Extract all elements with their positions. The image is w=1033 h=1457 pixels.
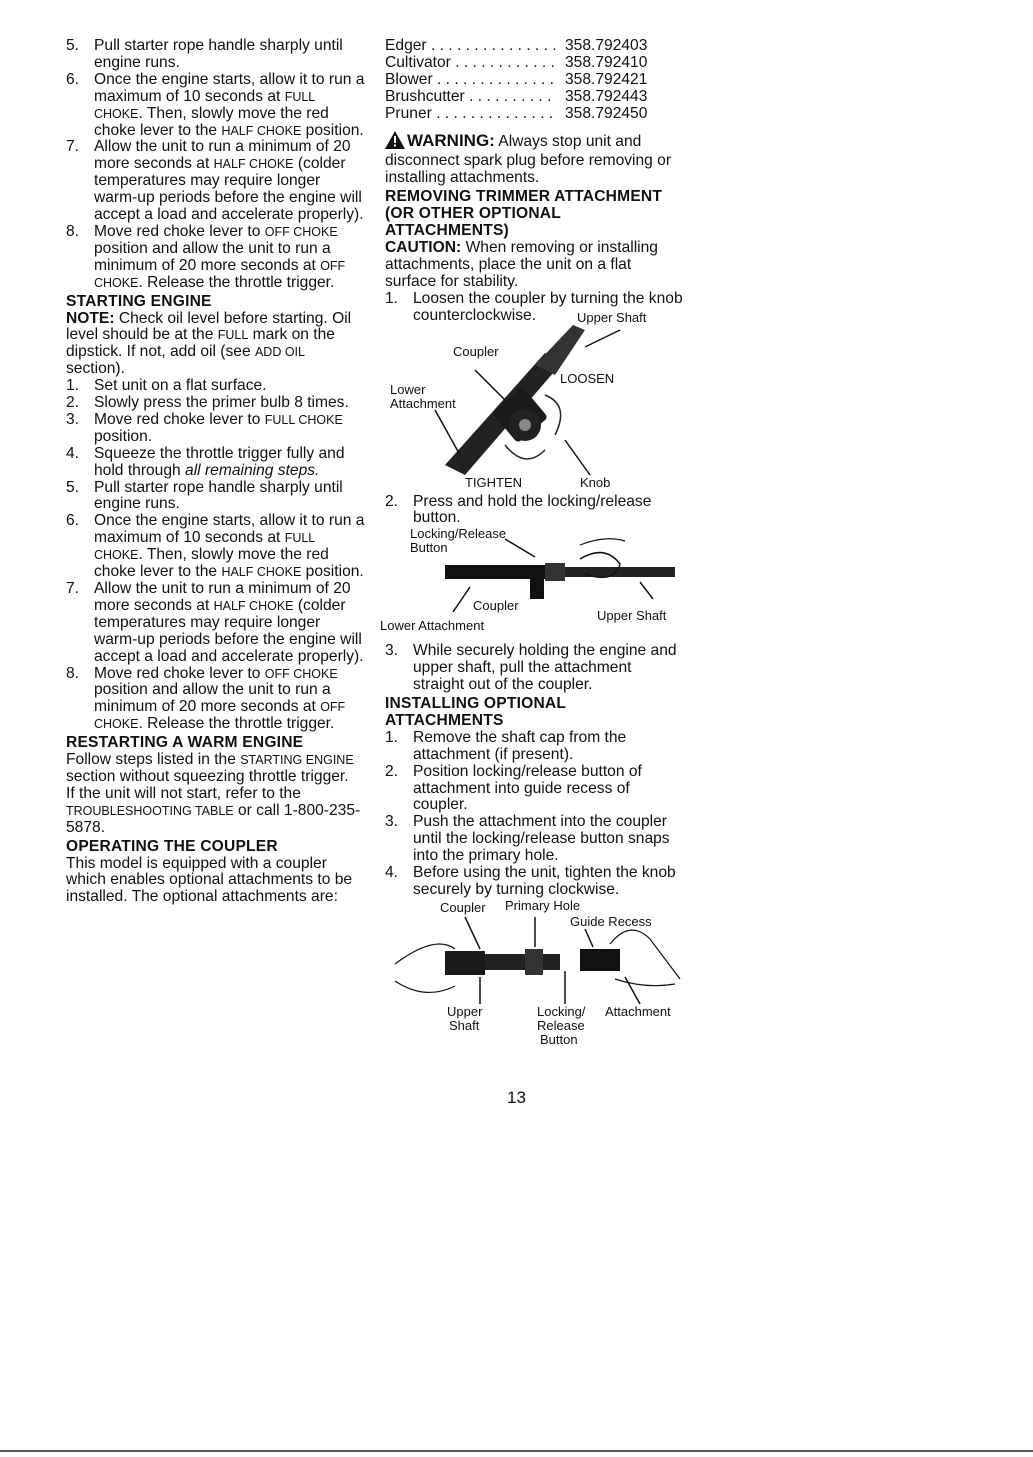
warning-label: WARNING: bbox=[407, 130, 495, 150]
step-number: 3. bbox=[66, 410, 80, 428]
figure-locking-release bbox=[380, 526, 685, 637]
catalog-name bbox=[385, 89, 565, 106]
step-text bbox=[94, 512, 364, 580]
leader-dots: . . . . . . . . . . . . . . bbox=[431, 104, 554, 122]
text-run: Set unit on a flat surface. bbox=[94, 377, 267, 395]
part-number: 358.792403 bbox=[565, 37, 648, 54]
step-item bbox=[66, 72, 366, 140]
starting-steps-list bbox=[66, 378, 366, 733]
text-run: Once the engine starts, allow it to run a maximum of 10 seconds at bbox=[94, 512, 365, 547]
step-number: 1. bbox=[385, 728, 399, 746]
label-locking: Locking/ bbox=[537, 1003, 586, 1019]
label-upper: Upper bbox=[447, 1003, 483, 1019]
figure-loosen-knob bbox=[385, 309, 685, 490]
step-text bbox=[94, 223, 345, 291]
catalog-name bbox=[385, 38, 565, 55]
part-number: 358.792410 bbox=[565, 53, 648, 71]
text-run: Follow steps listed in the bbox=[66, 751, 241, 769]
warning-paragraph bbox=[385, 131, 685, 188]
step-item bbox=[385, 730, 685, 764]
step-item bbox=[66, 395, 366, 412]
step-number: 8. bbox=[66, 664, 80, 682]
attachment-name: Pruner bbox=[385, 104, 432, 122]
small-caps-term: STARTING ENGINE bbox=[240, 753, 354, 768]
text-run: Before using the unit, tighten the knob securely by turning clockwise. bbox=[413, 864, 676, 898]
attachment-catalog bbox=[385, 38, 685, 123]
step-number: 2. bbox=[66, 394, 80, 412]
part-number: 358.792443 bbox=[565, 87, 648, 105]
text-run: Remove the shaft cap from the attachment (if present). bbox=[413, 728, 627, 763]
label-coupler-2: Coupler bbox=[473, 598, 519, 614]
step-item bbox=[385, 764, 685, 815]
text-run: position and allow the unit to run a minimum of 20 more seconds at bbox=[94, 681, 331, 716]
step-text bbox=[413, 813, 670, 864]
step-item bbox=[66, 581, 366, 666]
label-primary-hole: Primary Hole bbox=[505, 897, 581, 913]
small-caps-term: TROUBLESHOOTING TABLE bbox=[66, 803, 234, 818]
step-item bbox=[66, 513, 366, 581]
left-column bbox=[66, 38, 366, 906]
step-text bbox=[413, 864, 676, 898]
small-caps-term: FULL CHOKE bbox=[94, 531, 315, 563]
text-run: position. bbox=[301, 563, 364, 581]
label-upper-shaft: Upper Shaft bbox=[577, 309, 647, 325]
step-number: 6. bbox=[66, 512, 80, 530]
catalog-name bbox=[385, 55, 565, 72]
label-locking-release: Locking/Release bbox=[410, 526, 507, 542]
label-release: Release bbox=[537, 1017, 585, 1033]
small-caps-term: FULL CHOKE bbox=[94, 89, 315, 121]
caution-label: CAUTION: bbox=[385, 238, 462, 256]
text-run: (colder temperatures may require longer warm-up periods before the engine will accept a load and accelerate properly). bbox=[94, 155, 364, 224]
catalog-name bbox=[385, 106, 565, 123]
small-caps-term: OFF CHOKE bbox=[94, 700, 346, 732]
text-run: . Release the throttle trigger. bbox=[138, 273, 335, 291]
attachment-name: Brushcutter bbox=[385, 87, 465, 105]
text-run: section). bbox=[66, 360, 125, 378]
label-guide-recess: Guide Recess bbox=[570, 913, 652, 929]
text-run: (colder temperatures may require longer warm-up periods before the engine will accept a load and accelerate properly). bbox=[94, 596, 364, 665]
step-item bbox=[385, 814, 685, 865]
continued-steps-list bbox=[66, 38, 366, 292]
step-number: 2. bbox=[385, 492, 399, 510]
remove-step-3 bbox=[385, 643, 685, 694]
step-item bbox=[66, 666, 366, 734]
catalog-row bbox=[385, 106, 685, 123]
figure-installing bbox=[385, 899, 685, 1049]
step-text: Loosen the coupler by turning the knob counterclockwise. bbox=[413, 289, 683, 324]
step-text bbox=[94, 580, 364, 665]
step-number: 3. bbox=[385, 813, 399, 831]
small-caps-term: FULL bbox=[217, 328, 249, 343]
part-number: 358.792450 bbox=[565, 104, 648, 122]
bottom-divider bbox=[0, 1450, 1033, 1452]
text-run: Position locking/release button of attachment into guide recess of coupler. bbox=[413, 762, 642, 814]
text-run: Pull starter rope handle sharply until engine runs. bbox=[94, 37, 343, 71]
small-caps-term: OFF CHOKE bbox=[264, 224, 338, 239]
text-run: If the unit will not start, refer to the bbox=[66, 784, 301, 802]
text-run: . Then, slowly move the red choke lever to the bbox=[94, 546, 329, 581]
label-upper-shaft-2: Upper Shaft bbox=[597, 608, 667, 624]
text-run: . Then, slowly move the red choke lever to the bbox=[94, 104, 329, 139]
step-item bbox=[66, 378, 366, 395]
small-caps-term: OFF CHOKE bbox=[264, 666, 338, 681]
text-run: position. bbox=[301, 121, 364, 139]
step-number: 2. bbox=[385, 762, 399, 780]
label-tighten: TIGHTEN bbox=[465, 474, 523, 490]
step-number: 7. bbox=[66, 138, 80, 156]
caution-text: When removing or installing attachments, place the unit on a flat surface for stability. bbox=[385, 238, 658, 290]
attachment-name: Cultivator bbox=[385, 53, 451, 71]
note-paragraph bbox=[66, 311, 366, 379]
leader-dots: . . . . . . . . . . . . bbox=[450, 53, 555, 71]
install-steps-list bbox=[385, 730, 685, 899]
remove-step-2 bbox=[385, 494, 685, 528]
text-run: Push the attachment into the coupler until the locking/release button snaps into the primary hole. bbox=[413, 813, 670, 865]
step-text: While securely holding the engine and upper shaft, pull the attachment straight out of the coupler. bbox=[413, 642, 677, 694]
catalog-row bbox=[385, 55, 685, 72]
step-item bbox=[66, 480, 366, 514]
catalog-row bbox=[385, 72, 685, 89]
step-item bbox=[66, 139, 366, 224]
page-number: 13 bbox=[507, 1088, 526, 1107]
troubleshoot-paragraph bbox=[66, 786, 366, 837]
text-run: Move red choke lever to bbox=[94, 664, 265, 682]
text-run: Once the engine starts, allow it to run a maximum of 10 seconds at bbox=[94, 70, 365, 105]
step-text: Press and hold the locking/release button. bbox=[413, 492, 652, 527]
installing-heading: INSTALLING OPTIONAL ATTACHMENTS bbox=[385, 695, 566, 729]
right-column bbox=[380, 37, 685, 1049]
leader-dots: . . . . . . . . . . . . . . bbox=[432, 70, 554, 88]
label-coupler-3: Coupler bbox=[440, 899, 486, 915]
small-caps-term: FULL CHOKE bbox=[264, 412, 343, 427]
step-text bbox=[413, 763, 642, 814]
step-number: 8. bbox=[66, 222, 80, 240]
step-item bbox=[385, 865, 685, 899]
warning-text: Always stop unit and disconnect spark plug before removing or installing attachments. bbox=[385, 132, 672, 187]
caution-paragraph bbox=[385, 240, 685, 291]
small-caps-term: HALF CHOKE bbox=[213, 598, 294, 613]
step-number: 3. bbox=[385, 642, 399, 660]
step-text bbox=[94, 377, 267, 394]
small-caps-term: HALF CHOKE bbox=[221, 123, 302, 138]
step-item bbox=[66, 412, 366, 446]
catalog-row bbox=[385, 38, 685, 55]
italic-run: all remaining steps. bbox=[185, 461, 320, 479]
small-caps-term: OFF CHOKE bbox=[94, 258, 346, 290]
step-text bbox=[94, 138, 364, 223]
step-number: 4. bbox=[385, 864, 399, 882]
part-number: 358.792421 bbox=[565, 70, 648, 88]
step-number: 6. bbox=[66, 70, 80, 88]
coupler-heading: OPERATING THE COUPLER bbox=[66, 837, 278, 855]
catalog-row bbox=[385, 89, 685, 106]
text-run: Move red choke lever to bbox=[94, 410, 265, 428]
text-run: position. bbox=[94, 427, 153, 445]
label-lower: Lower bbox=[390, 381, 426, 397]
text-run: position and allow the unit to run a minimum of 20 more seconds at bbox=[94, 239, 331, 274]
restart-heading: RESTARTING A WARM ENGINE bbox=[66, 734, 304, 752]
coupler-paragraph: This model is equipped with a coupler which enables optional attachments to be installed. The optional attachments are: bbox=[66, 854, 353, 906]
step-text bbox=[94, 37, 343, 71]
text-run: Allow the unit to run a minimum of 20 more seconds at bbox=[94, 580, 351, 614]
starting-engine-heading: STARTING ENGINE bbox=[66, 292, 212, 310]
step-item bbox=[66, 38, 366, 72]
removing-heading: REMOVING TRIMMER ATTACHMENT (OR OTHER OPTIONAL ATTACHMENTS) bbox=[385, 188, 663, 240]
step-number: 5. bbox=[66, 478, 80, 496]
attachment-name: Blower bbox=[385, 70, 433, 88]
warning-triangle-icon bbox=[385, 131, 405, 154]
step-text bbox=[94, 665, 345, 733]
text-run: Pull starter rope handle sharply until engine runs. bbox=[94, 478, 343, 513]
label-button: Button bbox=[410, 540, 448, 556]
small-caps-term: ADD OIL bbox=[254, 345, 305, 360]
label-attachment: Attachment bbox=[390, 395, 456, 411]
label-lower-attachment: Lower Attachment bbox=[380, 618, 485, 634]
catalog-name bbox=[385, 72, 565, 89]
step-text bbox=[413, 729, 626, 763]
step-text bbox=[94, 411, 343, 445]
step-text bbox=[94, 394, 349, 411]
text-run: Check oil level before starting. Oil level should be at the bbox=[66, 309, 352, 344]
step-item bbox=[66, 224, 366, 292]
label-loosen: LOOSEN bbox=[560, 370, 615, 386]
text-run: section without squeezing throttle trigger. bbox=[66, 767, 349, 785]
restart-paragraph bbox=[66, 752, 366, 786]
attachment-name: Edger bbox=[385, 37, 427, 54]
step-item bbox=[66, 446, 366, 480]
text-run: Squeeze the throttle trigger fully and hold through bbox=[94, 444, 345, 479]
label-attachment-3: Attachment bbox=[605, 1003, 671, 1019]
small-caps-term: HALF CHOKE bbox=[213, 157, 294, 172]
leader-dots: . . . . . . . . . . . . . . . bbox=[426, 37, 557, 54]
text-run: Slowly press the primer bulb 8 times. bbox=[94, 394, 349, 412]
label-knob: Knob bbox=[580, 474, 611, 490]
small-caps-term: HALF CHOKE bbox=[221, 565, 302, 580]
label-shaft: Shaft bbox=[449, 1017, 480, 1033]
note-label: NOTE: bbox=[66, 309, 115, 327]
label-coupler: Coupler bbox=[453, 343, 499, 359]
leader-dots: . . . . . . . . . . bbox=[464, 87, 552, 105]
step-number: 7. bbox=[66, 580, 80, 597]
step-text bbox=[94, 479, 343, 513]
text-run: . Release the throttle trigger. bbox=[138, 715, 335, 733]
text-run: mark on the dipstick. If not, add oil (see bbox=[66, 326, 335, 361]
step-number: 1. bbox=[385, 289, 399, 307]
step-number: 4. bbox=[66, 444, 80, 462]
label-button-3: Button bbox=[540, 1031, 578, 1047]
text-run: Move red choke lever to bbox=[94, 222, 265, 240]
step-number: 5. bbox=[66, 37, 80, 54]
step-text bbox=[94, 71, 364, 139]
step-text bbox=[94, 445, 345, 479]
text-run: Allow the unit to run a minimum of 20 more seconds at bbox=[94, 138, 351, 173]
text-run: or call 1-800-235-5878. bbox=[66, 801, 361, 836]
step-number: 1. bbox=[66, 377, 80, 395]
